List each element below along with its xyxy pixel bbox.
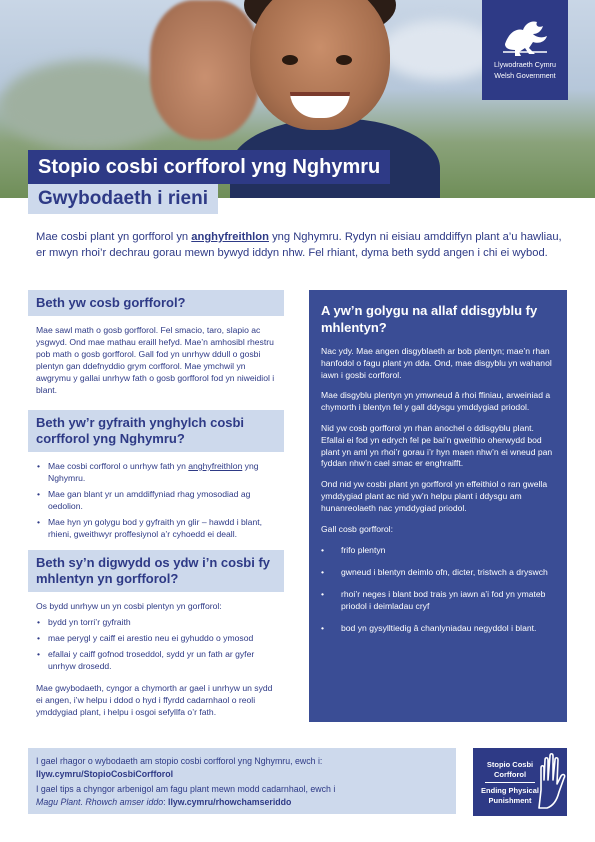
section-heading-what-is: Beth yw cosb gorfforol? [28, 290, 284, 316]
section-heading-law: Beth yw’r gyfraith ynghylch cosbi corfforol yng Nghymru? [28, 410, 284, 452]
law-link[interactable]: anghyfreithlon [188, 461, 243, 471]
section-closing-what-happens: Mae gwybodaeth, cyngor a chymorth ar gael i unrhyw un sydd ei angen, i’w helpu i ddod o hyd i ffyrdd cadarnhaol o reoli ymddygiad plant, i helpu i osgoi sefyllfa o’r fath. [36, 683, 273, 717]
panel-paragraph: Mae disgyblu plentyn yn ymwneud â rhoi ffiniau, arweiniad a chymorth i blentyn fel y gall ddysgu ymddygiad priodol. [321, 390, 551, 413]
page-title: Stopio cosbi corfforol yng Nghymru [38, 155, 381, 178]
intro-paragraph [36, 230, 566, 261]
bullet-text: Mae cosbi corfforol o unrhyw fath yn [48, 461, 189, 471]
panel-paragraph: Nid yw cosb gorfforol yn rhan anochel o ddisgyblu plant. Efallai ei fod yn edrych fel pe bai’n gweithio oherwydd bod plant yn aml yn rhoi’r gorau i’r hyn maen nhw’n ei wneud pan fyddan nhw’n cael smac er enghraifft. [321, 422, 553, 469]
badge-welsh-text: Stopio Cosbi Corfforol [486, 760, 534, 779]
consequences-bullet-list [28, 616, 284, 672]
list-item: • efallai y caiff gofnod troseddol, sydd yr un fath ar gyfer unrhyw drosedd. [36, 648, 276, 672]
list-item: • frifo plentyn [321, 544, 555, 556]
list-item: • mae perygl y caiff ei arestio neu ei gyhuddo o ymosod [36, 632, 276, 644]
left-column [28, 290, 284, 718]
badge-divider [485, 782, 535, 783]
panel-paragraph: Ond nid yw cosbi plant yn gorfforol yn effeithiol o ran gwella ymddygiad plant ac nid yw’n helpu plant i ddysgu am hunanreolaeth nac ymddygiad priodol. [321, 479, 548, 513]
welsh-government-logo [482, 0, 568, 100]
list-item: • gwneud i blentyn deimlo ofn, dicter, tristwch a dryswch [321, 566, 555, 578]
list-item: • rhoi’r neges i blant bod trais yn iawn a’i fod yn ymateb priodol i deimladau cryf [321, 588, 555, 612]
footer-link-stopio[interactable]: llyw.cymru/StopioCosbiCorfforol [36, 768, 174, 779]
badge-english-text: Ending Physical Punishment [481, 786, 539, 805]
section-heading-what-happens: Beth sy’n digwydd os ydw i’n cosbi fy mhlentyn yn gorfforol? [28, 550, 284, 592]
list-item: • Mae hyn yn golygu bod y gyfraith yn glir – hawdd i blant, rhieni, gweithwyr proffesiynol a’r cyhoedd ei deall. [36, 516, 276, 540]
subtitle-banner [28, 184, 218, 214]
panel-paragraph: Gall cosb gorfforol: [321, 523, 393, 534]
footer-line-3 [36, 796, 448, 809]
campaign-badge [473, 748, 567, 816]
logo-text-welsh: Llywodraeth Cymru [494, 60, 556, 69]
logo-text-english: Welsh Government [494, 71, 556, 80]
list-item: • Mae gan blant yr un amddiffyniad rhag ymosodiad ag oedolion. [36, 488, 276, 512]
footer-info [28, 748, 456, 814]
section-lead-what-happens: Os bydd unrhyw un yn cosbi plentyn yn gorfforol: [36, 601, 222, 611]
dragon-icon [499, 14, 551, 58]
section-body-what-is: Mae sawl math o gosb gorfforol. Fel smacio, taro, slapio ac ysgwyd. Ond mae mathau eraill hefyd. Mae’n amhosibl rhestru pob math o gosb gorfforol. Gall fod yn unrhyw ddull o gosbi plentyn gan ddefnyddio grym corfforol. Mae ymchwil yn awgrymu y gallai unrhyw fath o gosb gorfforol fod yn niweidiol i blant. [36, 325, 275, 395]
panel-paragraph: Nac ydy. Mae angen disgyblaeth ar bob plentyn; mae’n rhan hanfodol o fagu plant yn dda. Ond, mae disgyblu yn wahanol iawn i gosbi corfforol. [321, 346, 552, 380]
intro-law-link[interactable]: anghyfreithlon [191, 231, 269, 243]
bullet-text: yng Nghymru. [48, 461, 259, 483]
intro-text-start: Mae cosbi plant yn gorfforol yn [36, 231, 192, 243]
footer-campaign-name: Magu Plant. Rhowch amser iddo [36, 796, 164, 807]
discipline-panel [309, 290, 567, 722]
footer-line-1: I gael rhagor o wybodaeth am stopio cosbi corfforol yng Nghymru, ewch i: [36, 756, 323, 766]
hand-icon [535, 750, 567, 814]
title-banner [28, 150, 390, 184]
footer-colon: : [163, 796, 169, 807]
panel-bullet-list [321, 544, 555, 634]
intro-text-end: yng Nghymru. Rydyn ni eisiau amddiffyn plant a’u hawliau, er mwyn rhoi’r dechrau gorau mewn bywyd iddyn nhw. Fel rhiant, dyma beth sydd angen i chi ei wybod. [36, 231, 562, 259]
footer-line-2: I gael tips a chyngor arbenigol am fagu plant mewn modd cadarnhaol, ewch i [36, 784, 336, 794]
list-item [36, 460, 276, 484]
list-item: • bod yn gysylltiedig â chanlyniadau negyddol i blant. [321, 622, 555, 634]
law-bullet-list [28, 460, 284, 540]
panel-heading: A yw’n golygu na allaf ddisgyblu fy mhlentyn? [321, 303, 538, 335]
list-item: • bydd yn torri’r gyfraith [36, 616, 276, 628]
page-subtitle: Gwybodaeth i rieni [38, 188, 208, 209]
footer-link-rhowch[interactable]: llyw.cymru/rhowchamseriddo [168, 796, 292, 807]
